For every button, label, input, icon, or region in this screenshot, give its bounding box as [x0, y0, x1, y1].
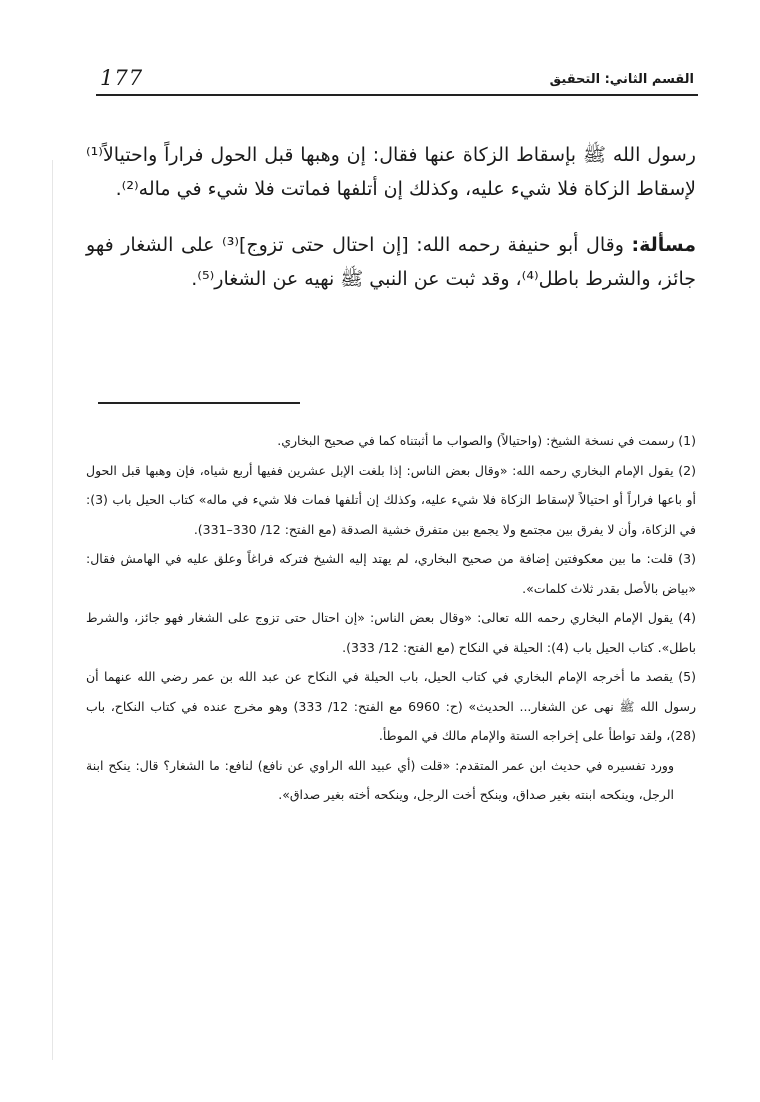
scan-margin-line — [52, 160, 53, 1060]
masala-text: وقال أبو حنيفة رحمه الله: [إن احتال حتى تزوج]⁽³⁾ على الشغار فهو جائز، والشرط باطل⁽⁴⁾، وقد ثبت عن النبي ﷺ نهيه عن الشغار⁽⁵⁾. — [86, 234, 696, 290]
footnote-1: (1) رسمت في نسخة الشيخ: (واحتيالاً) والصواب ما أثبتناه كما في صحيح البخاري. — [277, 433, 696, 448]
footnote-5-continuation: وورد تفسيره في حديث ابن عمر المتقدم: «قلت (أي عبيد الله الراوي عن نافع) لنافع: ما الشغار؟ قال: ينكح ابنة الرجل، وينكحه ابنته بغير صداق، وينكح أخت الرجل، وينكحه أخته بغير صداق». — [86, 757, 674, 802]
footnotes — [86, 426, 696, 810]
masala-label: مسألة: — [631, 234, 696, 256]
footnote-2: (2) يقول الإمام البخاري رحمه الله: «وقال بعض الناس: إذا بلغت الإبل عشرين ففيها أربع شياه، فإن وهبها قبل الحول أو باعها فراراً أو احتيالاً لإسقاط الزكاة فلا شيء عليه، وكذلك إن أتلفها فمات فلا شيء في ماله» كتاب الحيل باب (3): في الزكاة، وأن لا يفرق بين مجتمع ولا يجمع بين متفرق خشية الصدقة (مع الفتح: 12/ 330–331). — [86, 462, 696, 537]
main-text — [86, 138, 696, 318]
footnote-separator — [98, 402, 300, 404]
running-head: القسم الثاني: التحقيق — [549, 72, 694, 87]
page-number: 177 — [100, 66, 144, 90]
footnote-4: (4) يقول الإمام البخاري رحمه الله تعالى: «وقال بعض الناس: «إن احتال حتى تزوج على الشغار فهو جائز، والشرط باطل». كتاب الحيل باب (4): الحيلة في النكاح (مع الفتح: 12/ 333). — [86, 610, 696, 655]
header-rule — [96, 94, 698, 96]
main-paragraph-2 — [86, 228, 696, 296]
main-paragraph-1: رسول الله ﷺ بإسقاط الزكاة عنها فقال: إن وهبها قبل الحول فراراً واحتيالاً⁽¹⁾ لإسقاط الزكاة فلا شيء عليه، وكذلك إن أتلفها فماتت فلا شيء في ماله⁽²⁾. — [86, 144, 696, 200]
footnote-5: (5) يقصد ما أخرجه الإمام البخاري في كتاب الحيل، باب الحيلة في النكاح عن عبد الله بن عمر رضي الله عنهما أن رسول الله ﷺ نهى عن الشغار... الحديث» (ح: 6960 مع الفتح: 12/ 333) وهو مخرج عنده في كتاب النكاح، باب (28)، ولقد تواطأ على إخراجه الستة والإمام مالك في الموطأ. — [86, 669, 697, 743]
footnote-3: (3) قلت: ما بين معكوفتين إضافة من صحيح البخاري، لم يهتد إليه الشيخ فتركه فراغاً وعلق عليه في الهامش فقال: «بياض بالأصل بقدر ثلاث كلمات». — [86, 551, 696, 596]
